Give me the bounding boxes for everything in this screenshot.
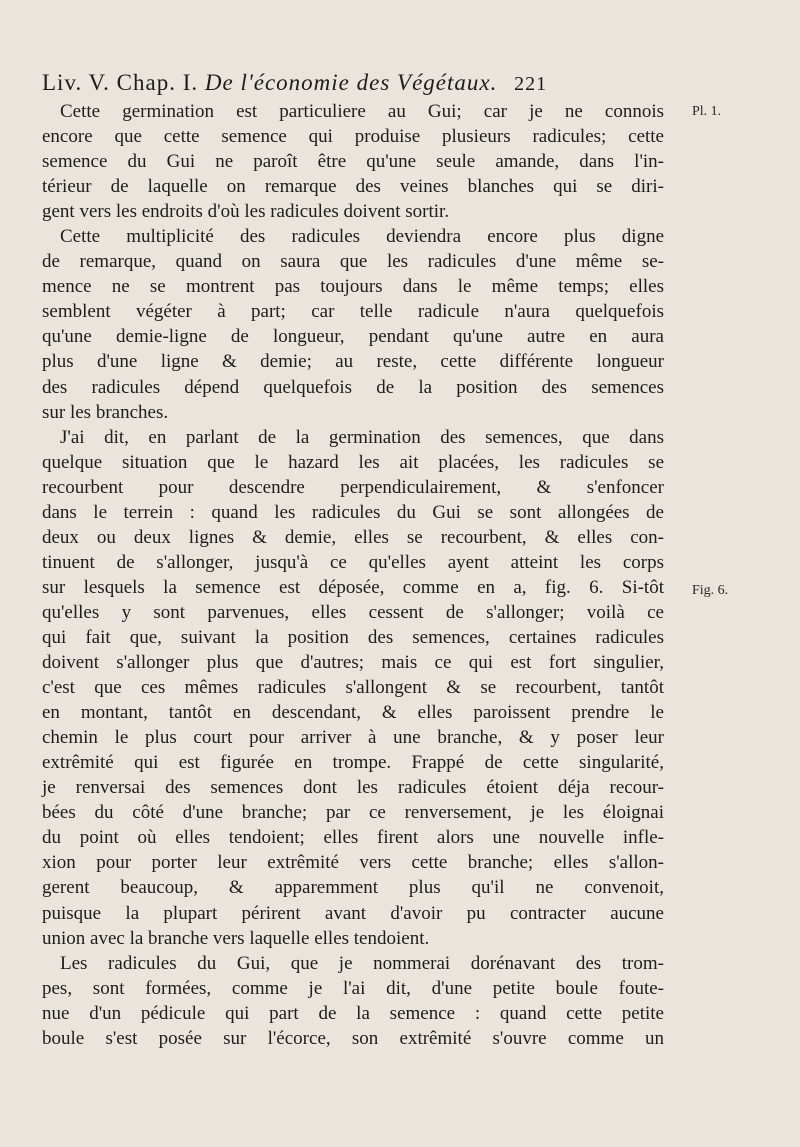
text-line: Les radicules du Gui, que je nommerai dorénavant des trom- [60,952,664,974]
text-line: dans le terrein : quand les radicules du Gui se sont allongées de [42,501,664,523]
text-line: boule s'est posée sur l'écorce, son extrêmité s'ouvre comme un [42,1027,664,1049]
margin-note-figure: Fig. 6. [692,583,729,598]
book-chapter: Liv. V. Chap. I. [42,70,199,95]
text-line: xion pour porter leur extrêmité vers cette branche; elles s'allon- [42,852,664,874]
body-text [42,99,664,1051]
text-line: des radicules dépend quelquefois de la position des semences [42,376,664,398]
text-line: je renversai des semences dont les radicules étoient déja recour- [42,777,664,799]
running-header [42,70,682,96]
text-line: encore que cette semence qui produise plusieurs radicules; cette [42,126,664,148]
text-line: Cette multiplicité des radicules deviendra encore plus digne [60,226,664,248]
text-line: tinuent de s'allonger, jusqu'à ce qu'elles ayent atteint les corps [42,551,664,573]
text-line: du point où elles tendoient; elles firent alors une nouvelle infle- [42,827,664,849]
text-line: doivent s'allonger plus que d'autres; mais ce qui est fort singulier, [42,652,664,674]
text-line: recourbent pour descendre perpendiculairement, & s'enfoncer [42,476,664,498]
text-line: mence ne se montrent pas toujours dans le même temps; elles [42,276,664,298]
text-line: union avec la branche vers laquelle elles tendoient. [42,927,430,949]
text-line: plus d'une ligne & demie; au reste, cette différente longueur [42,351,664,373]
text-line: extrêmité qui est figurée en trompe. Frappé de cette singularité, [42,752,664,774]
text-line: qu'elles y sont parvenues, elles cessent de s'allonger; voilà ce [42,601,664,623]
text-line: quelque situation que le hazard les ait placées, les radicules se [42,451,664,473]
text-line: sur les branches. [42,401,169,423]
text-line: en montant, tantôt en descendant, & elles paroissent prendre le [42,702,664,724]
text-line: c'est que ces mêmes radicules s'allongent & se recourbent, tantôt [42,677,664,699]
text-line: semence du Gui ne paroît être qu'une seule amande, dans l'in- [42,151,664,173]
text-line: chemin le plus court pour arriver à une branche, & y poser leur [42,727,664,749]
page-number: 221 [514,73,548,95]
text-line: qui fait que, suivant la position des semences, certaines radicules [42,626,664,648]
text-line: bées du côté d'une branche; par ce renversement, je les éloignai [42,802,664,824]
text-line: qu'une demie-ligne de longueur, pendant qu'une autre en aura [42,326,664,348]
text-line: Cette germination est particuliere au Gui; car je ne connois [60,101,664,122]
text-line: puisque la plupart périrent avant d'avoir pu contracter aucune [42,902,664,924]
text-line: sur lesquels la semence est déposée, comme en a, fig. 6. Si-tôt [42,576,664,598]
text-line: gent vers les endroits d'où les radicules doivent sortir. [42,201,450,223]
text-line: nue d'un pédicule qui part de la semence : quand cette petite [42,1002,664,1024]
margin-note-plate: Pl. 1. [692,104,722,119]
text-line: deux ou deux lignes & demie, elles se recourbent, & elles con- [42,526,664,548]
text-line: J'ai dit, en parlant de la germination des semences, que dans [60,426,664,448]
text-line: térieur de laquelle on remarque des veines blanches qui se diri- [42,176,664,198]
text-line: gerent beaucoup, & apparemment plus qu'il ne convenoit, [42,877,664,899]
text-line: semblent végéter à part; car telle radicule n'aura quelquefois [42,301,664,323]
text-line: de remarque, quand on saura que les radicules d'une même se- [42,251,664,273]
running-title: De l'économie des Végétaux. [204,70,498,95]
text-line: pes, sont formées, comme je l'ai dit, d'une petite boule foute- [42,977,664,999]
